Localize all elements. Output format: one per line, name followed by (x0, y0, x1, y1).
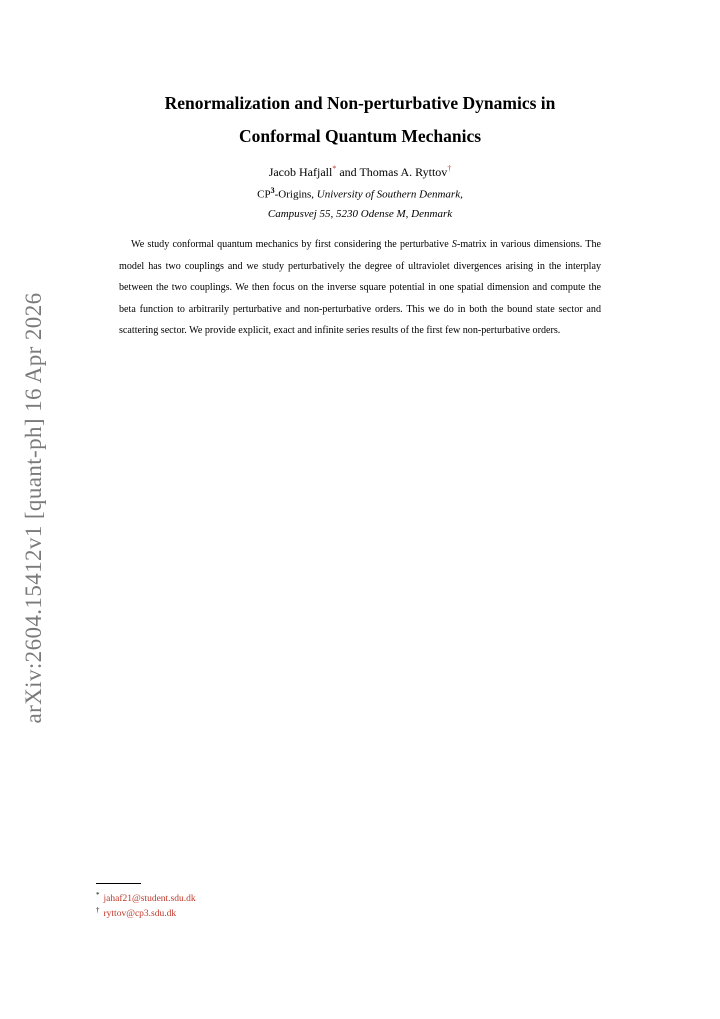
paper-title-line-2: Conformal Quantum Mechanics (238, 126, 482, 146)
arxiv-identifier-stamp: arXiv:2604.15412v1 [quant-ph] 16 Apr 2026 (21, 292, 46, 724)
author-name: Thomas A. Ryttov (359, 165, 448, 179)
email-link[interactable]: ryttov@cp3.sdu.dk (103, 909, 177, 920)
footnote-mark-link[interactable]: † (447, 164, 452, 173)
author-name: Jacob Hafjall (268, 165, 333, 179)
email-link[interactable]: jahaf21@student.sdu.dk (103, 894, 196, 905)
footnote-2 (96, 906, 176, 919)
footnote-mark-link[interactable]: * (332, 164, 337, 173)
paper-title-line-1: Renormalization and Non-perturbative Dynamics in (164, 93, 556, 113)
affiliation-cp-superscript: 3 (270, 186, 275, 195)
affiliation-origins: -Origins, (274, 188, 315, 201)
author-list (0, 164, 720, 180)
abstract-s-matrix-symbol: S (451, 239, 457, 250)
footnote-symbol: * (96, 891, 100, 899)
footnote-symbol: † (96, 906, 100, 914)
affiliation-cp: CP (257, 188, 271, 201)
abstract-text-start: We study conformal quantum mechanics by first considering the perturbative (131, 239, 452, 250)
abstract-text-rest: -matrix in various dimensions. The model has two couplings and we study perturbatively the degree of ultraviolet divergences arising in the interplay between the two couplings. We then focus on the inverse square potential in one spatial dimension and compute the beta function to arbitrarily perturbative and non-perturbative orders. This we do in both the bound state sector and scattering sector. We provide explicit, exact and infinite series results of the first few non-perturbative orders. (119, 239, 602, 337)
author-conjunction: and (339, 165, 357, 179)
affiliation-line-1 (0, 186, 720, 201)
affiliation-university: University of Southern Denmark, (316, 188, 463, 201)
footnote-rule (96, 883, 141, 884)
affiliation-line-2 (0, 208, 720, 220)
affiliation-address: Campusvej 55, 5230 Odense M, Denmark (267, 208, 453, 220)
footnote-1 (96, 891, 196, 904)
abstract (119, 234, 601, 342)
